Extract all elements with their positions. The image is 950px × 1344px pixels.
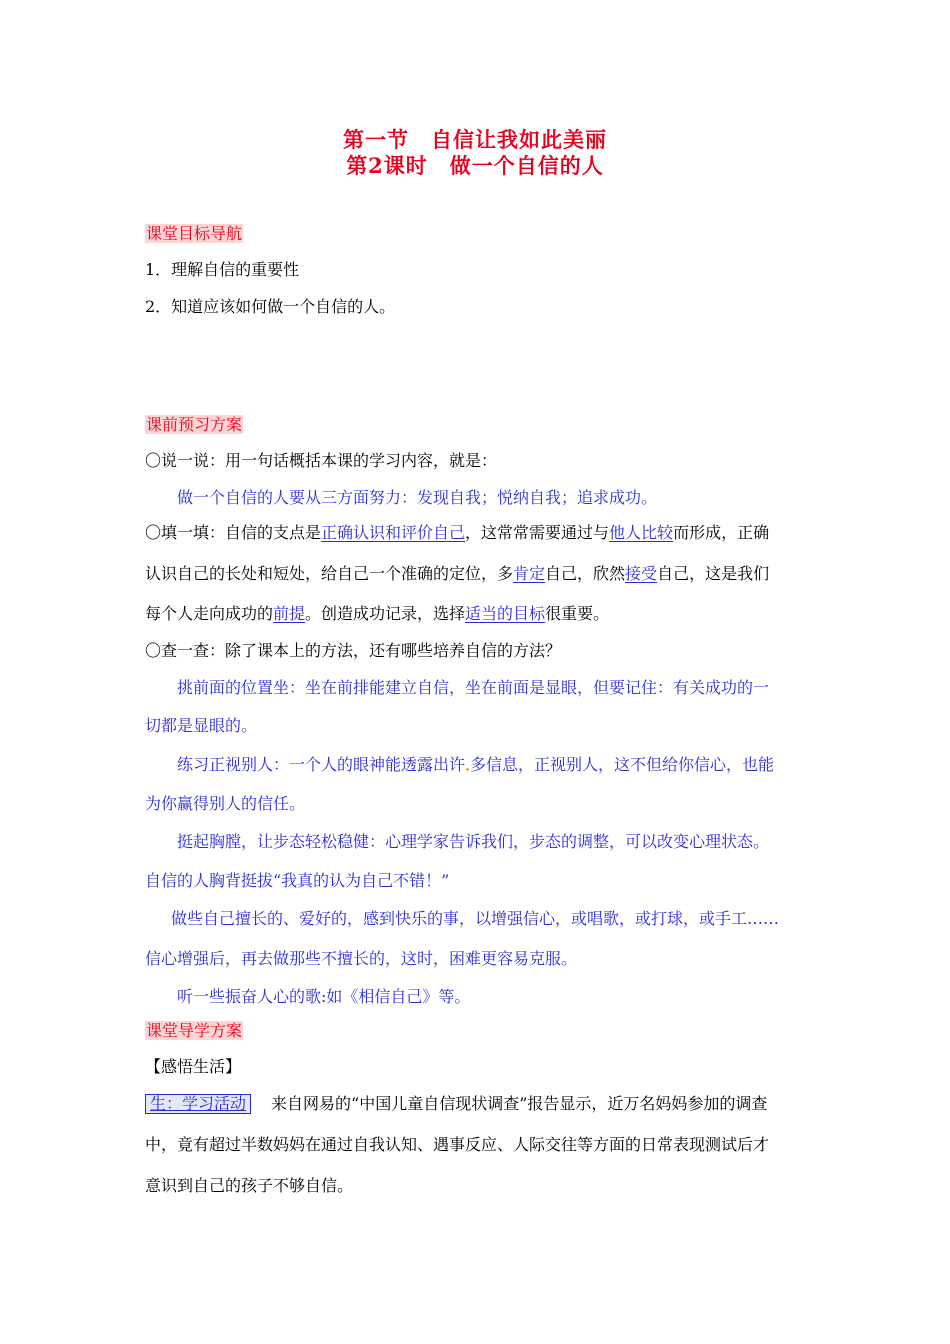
preview-heading: 课前预习方案 [146, 415, 243, 434]
guide-heading-row [145, 1021, 810, 1041]
guide-heading: 课堂导学方案 [146, 1021, 243, 1040]
tip-2-part-1: 练习正视别人：一个人的眼神能透露出许 [177, 755, 466, 774]
say-answer: 做一个自信的人要从三方面努力：发现自我；悦纳自我；追求成功。 [177, 488, 658, 507]
activity-label: 生：学习活动 [145, 1094, 251, 1114]
tip-2-line-1 [145, 755, 842, 775]
mark-dot [466, 768, 469, 771]
fill-text: 〇填一填：自信的支点是 [145, 523, 322, 542]
goals-heading: 课堂目标导航 [146, 224, 243, 243]
fill-text: 每个人走向成功的 [145, 604, 274, 623]
fill-answer: 正确认识和评价自己 [321, 523, 466, 542]
guide-para-line-1 [145, 1094, 810, 1114]
fill-answer: 适当的目标 [465, 604, 546, 623]
goals-heading-row [145, 224, 810, 244]
tip-3-line-1: 挺起胸膛，让步态轻松稳健：心理学家告诉我们，步态的调整，可以改变心理状态。 [177, 832, 770, 851]
say-prompt: 〇说一说：用一句话概括本课的学习内容，就是： [145, 451, 498, 470]
fill-text: 自己，欣然 [545, 564, 626, 583]
fill-text: 而形成，正确 [673, 523, 770, 542]
title-line-1: 第一节 自信让我如此美丽 [343, 127, 607, 152]
goal-item-2: 2．知道应该如何做一个自信的人。 [145, 297, 396, 316]
fill-answer: 接受 [625, 564, 658, 583]
tip-5: 听一些振奋人心的歌:如《相信自己》等。 [177, 987, 471, 1006]
tip-2-line-2: 为你赢得别人的信任。 [145, 794, 306, 813]
tip-4-line-1: 做些自己擅长的、爱好的，感到快乐的事，以增强信心，或唱歌，或打球，或手工…… [171, 909, 780, 928]
check-prompt: 〇查一查：除了课本上的方法，还有哪些培养自信的方法？ [145, 641, 562, 660]
fill-text: 认识自己的长处和短处，给自己一个准确的定位，多 [145, 564, 514, 583]
guide-text: 来自网易的“中国儿童自信现状调查”报告显示，近万名妈妈参加的调查 [271, 1094, 768, 1113]
fill-line-2 [145, 564, 810, 584]
guide-subheading: 【感悟生活】 [145, 1057, 242, 1076]
fill-text: ，这常常需要通过与 [465, 523, 610, 542]
fill-answer: 肯定 [513, 564, 546, 583]
title-line-2: 第2课时 做一个自信的人 [346, 153, 604, 178]
fill-line-3 [145, 604, 810, 624]
tip-2-part-2: 多信息，正视别人，这不但给你信心，也能 [470, 755, 775, 774]
preview-heading-row [145, 415, 810, 435]
fill-text: 。创造成功记录，选择 [305, 604, 466, 623]
tip-1-line-1: 挑前面的位置坐：坐在前排能建立自信，坐在前面是显眼，但要记住：有关成功的一 [177, 678, 770, 697]
goal-item-1: 1．理解自信的重要性 [145, 260, 300, 279]
tip-3-line-2: 自信的人胸背挺拔“我真的认为自己不错！” [145, 871, 450, 890]
guide-para-line-2: 中，竟有超过半数妈妈在通过自我认知、遇事反应、人际交往等方面的日常表现测试后才 [145, 1135, 770, 1154]
fill-text: 自己，这是我们 [657, 564, 770, 583]
tip-1-line-2: 切都是显眼的。 [145, 716, 258, 735]
guide-para-line-3: 意识到自己的孩子不够自信。 [145, 1176, 354, 1195]
tip-4-line-2: 信心增强后，再去做那些不擅长的，这时，困难更容易克服。 [145, 949, 578, 968]
fill-answer: 他人比较 [609, 523, 674, 542]
fill-answer: 前提 [273, 604, 306, 623]
fill-line-1 [145, 523, 810, 543]
fill-text: 很重要。 [545, 604, 610, 623]
